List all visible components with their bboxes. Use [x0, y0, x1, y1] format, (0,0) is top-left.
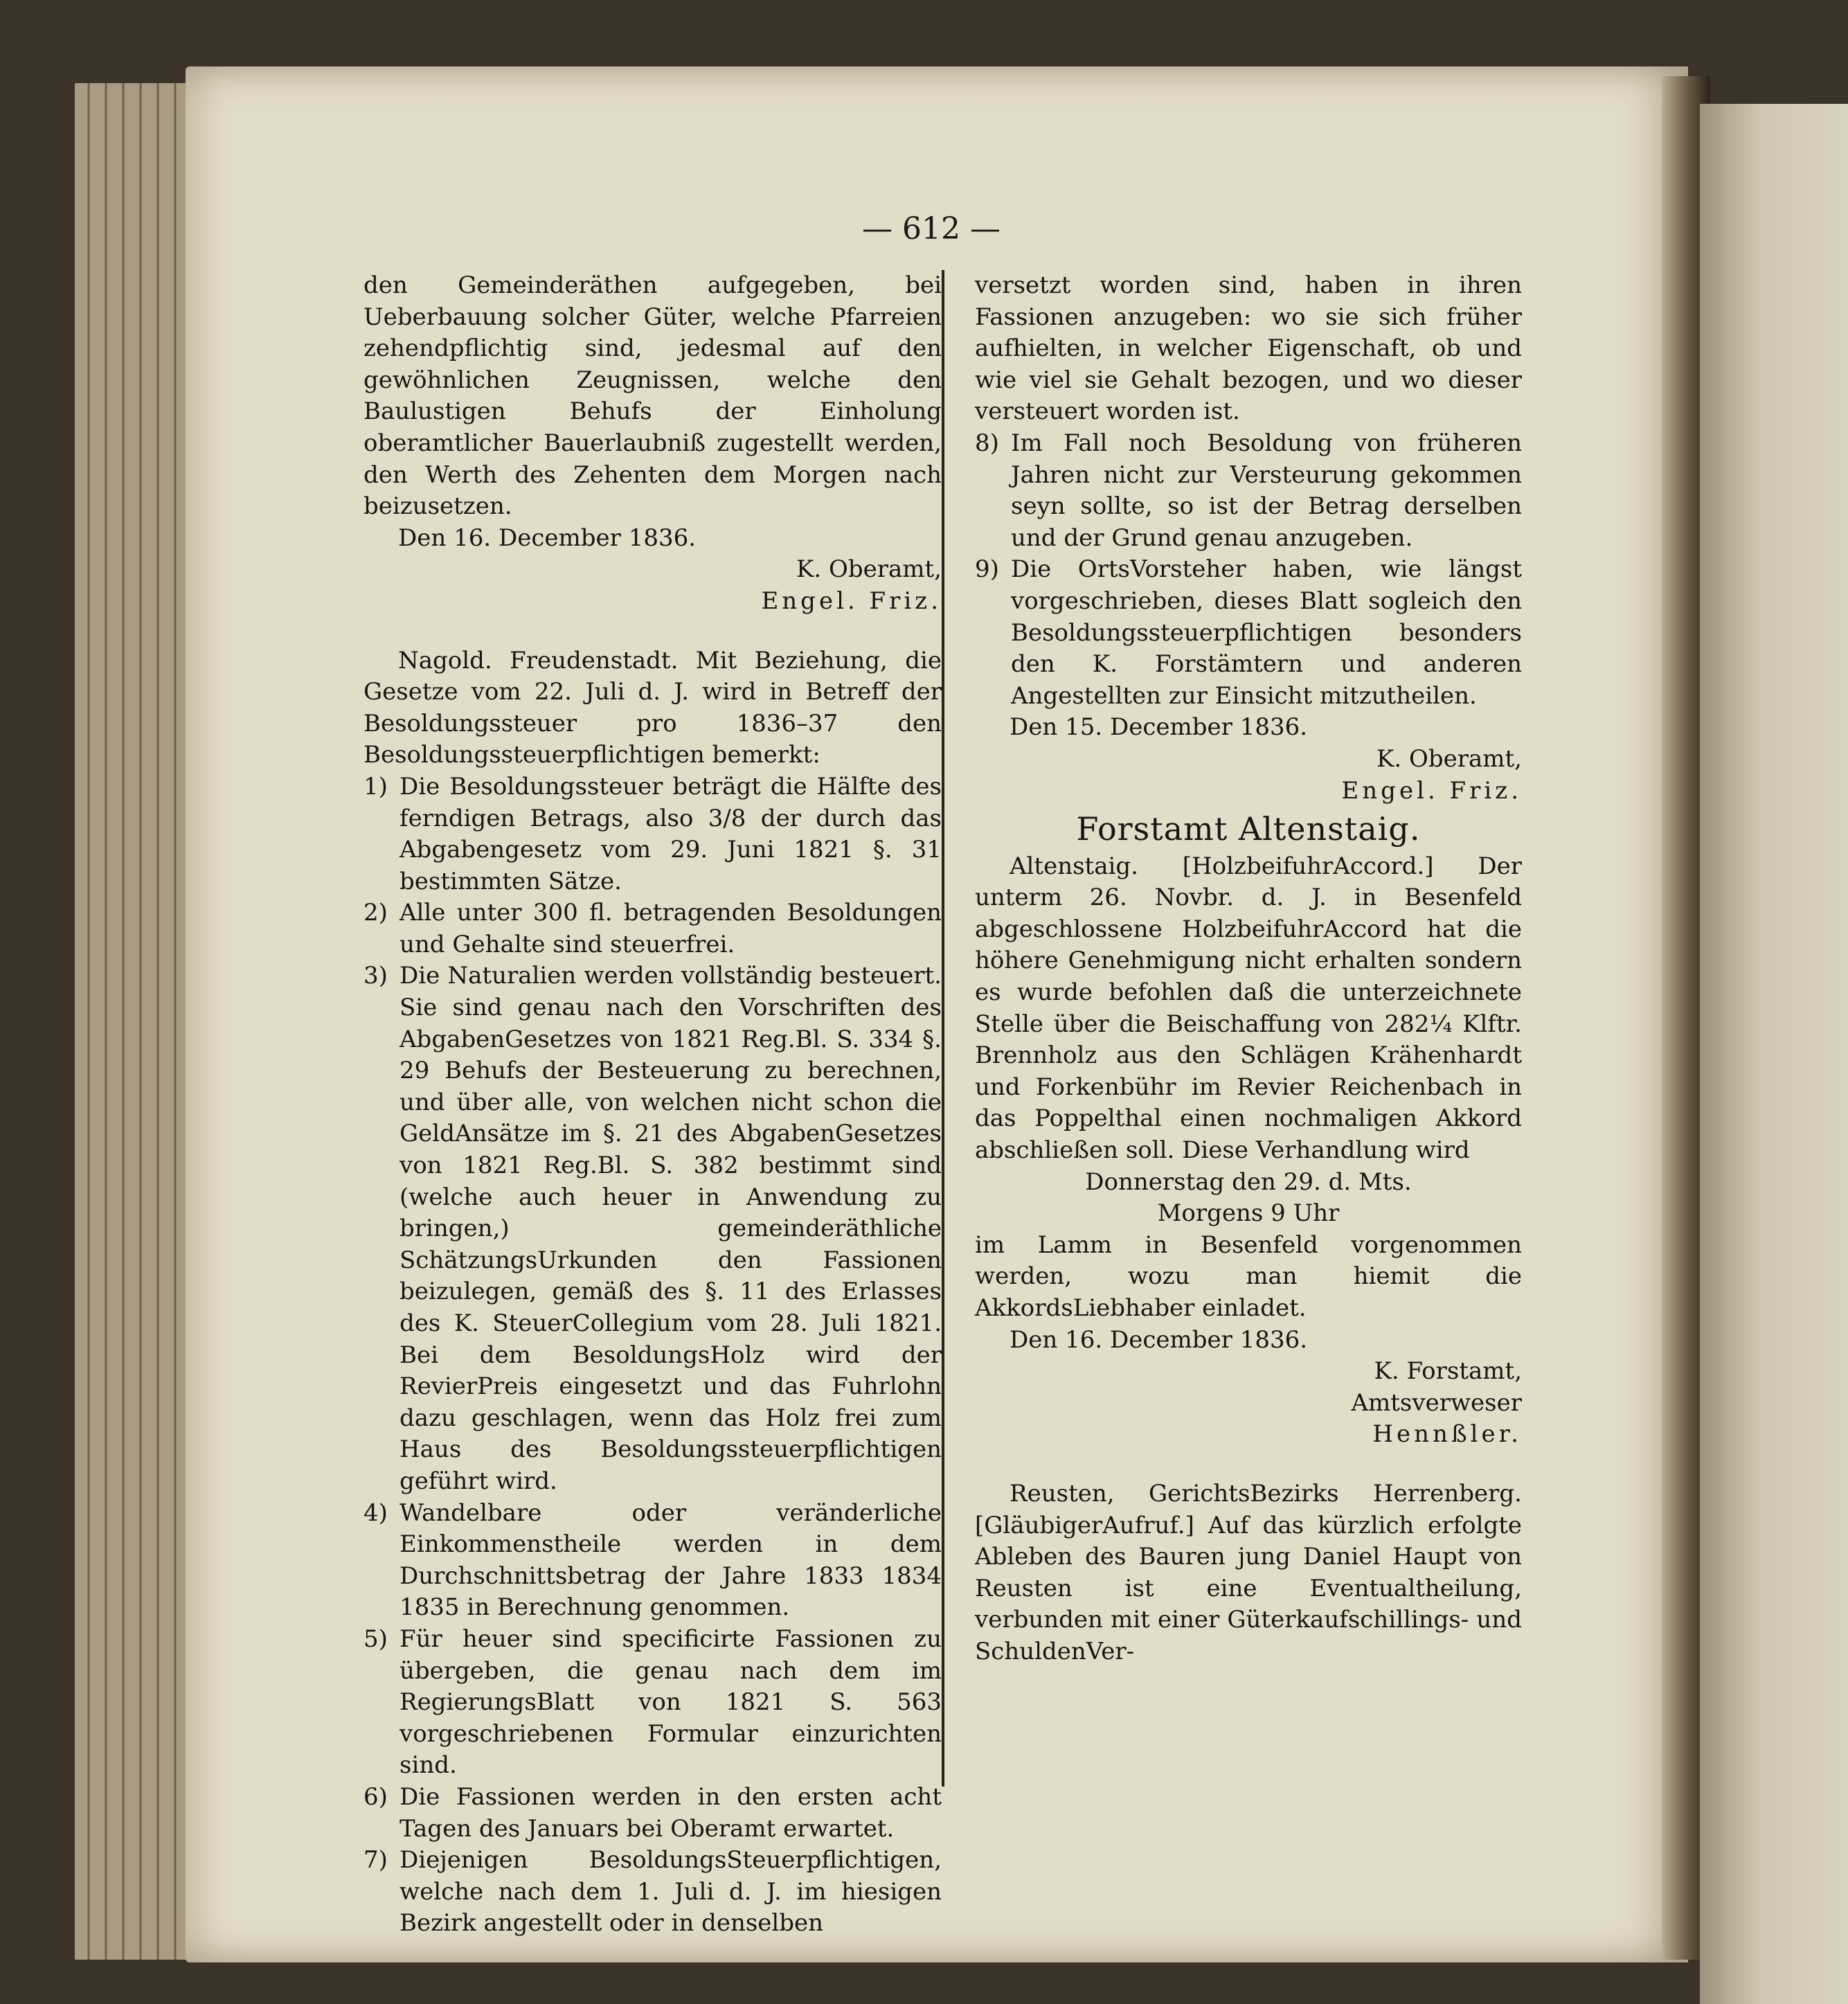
left-column [364, 270, 942, 1940]
left-signature: Engel. Friz. [761, 587, 942, 615]
section-heading: Forstamt Altenstaig. [1076, 810, 1421, 848]
notice-2-time: Morgens 9 Uhr [1157, 1199, 1340, 1228]
list-item: 7) Diejenigen BesoldungsSteuerpflichtigen, welche nach dem 1. Juli d. J. im hiesigen Bezirk angestellt oder in denselben [364, 1846, 942, 1938]
right-column [975, 270, 1522, 1668]
right-office-1: K. Oberamt, [1376, 744, 1522, 773]
list-item: 4) Wandelbare oder veränderliche Einkommenstheile werden in dem Durchschnittsbetrag der Jahre 1833 1834 1835 in Berechnung genommen. [364, 1498, 942, 1622]
list-item: 2) Alle unter 300 fl. betragenden Besoldungen und Gehalte sind steuerfrei. [364, 899, 942, 958]
column-rule [942, 270, 944, 1787]
list-item: 1) Die Besoldungssteuer beträgt die Hälfte des ferndigen Betrags, also 3/8 der durch das Abgabengesetz vom 29. Juni 1821 §. 31 bestimmten Sätze. [364, 772, 942, 895]
list-item: 9) Die OrtsVorsteher haben, wie längst vorgeschrieben, dieses Blatt sogleich den Besoldungssteuerpflichtigen besonders den K. Forstämtern und anderen Angestellten zur Einsicht mitzutheilen. [975, 555, 1522, 710]
right-continuation: versetzt worden sind, haben in ihren Fassionen anzugeben: wo sie sich früher aufhielten, in welcher Eigenschaft, ob und wie viel sie Gehalt bezogen, und wo dieser versteuert worden ist. [975, 271, 1522, 426]
notice-2-end: im Lamm in Besenfeld vorgenommen werden, wozu man hiemit die AkkordsLiebhaber einladet. [975, 1231, 1522, 1322]
list-item: 5) Für heuer sind specificirte Fassionen zu übergeben, die genau nach dem im RegierungsBlatt von 1821 S. 563 vorgeschriebenen Formular einzurichten sind. [364, 1625, 942, 1780]
list-item: 3) Die Naturalien werden vollständig besteuert. Sie sind genau nach den Vorschriften des AbgabenGesetzes von 1821 Reg.Bl. S. 334 §. 29 Behufs der Besteuerung zu berechnen, und über alle, von welchen nicht schon die GeldAnsätze im §. 21 des AbgabenGesetzes von 1821 Reg.Bl. S. 382 bestimmt sind (welche auch heuer in Anwendung zu bringen,) gemeinderäthliche SchätzungsUrkunden den Fassionen beizulegen, gemäß des §. 11 des Erlasses des K. SteuerCollegium vom 28. Juli 1821. Bei dem BesoldungsHolz wird der RevierPreis eingesetzt und das Fuhrlohn dazu geschlagen, wenn das Holz frei zum Haus des Besoldungssteuerpflichtigen geführt wird. [364, 962, 942, 1495]
right-date-1: Den 15. December 1836. [1010, 713, 1308, 742]
left-intro: den Gemeinderäthen aufgegeben, bei Ueberbauung solcher Güter, welche Pfarreien zehendpflichtig sind, jedesmal auf den gewöhnlichen Zeugnissen, welche den Baulustigen Behufs der Einholung oberamtlicher Bauerlaubniß zugestellt werden, den Werth des Zehenten dem Morgen nach beizusetzen. [364, 271, 942, 521]
notice-2: Altenstaig. [HolzbeifuhrAccord.] Der unterm 26. Novbr. d. J. in Besenfeld abgeschlossene HolzbeifuhrAccord hat die höhere Genehmigung nicht erhalten sondern es wurde befohlen daß die unterzeichnete Stelle über die Beischaffung von 282¼ Klftr. Brennholz aus den Schlägen Krähenhardt und Forkenbühr im Revier Reichenbach in das Poppelthal einen nochmaligen Akkord abschließen soll. Diese Verhandlung wird [975, 852, 1522, 1165]
page-edges [75, 83, 192, 1960]
left-date: Den 16. December 1836. [398, 524, 697, 552]
notice-intro: Nagold. Freudenstadt. Mit Beziehung, die Gesetze vom 22. Juli d. J. wird in Betreff der Besoldungssteuer pro 1836–37 den Besoldungssteuerpflichtigen bemerkt: [364, 646, 942, 769]
right-date-2: Den 16. December 1836. [1010, 1325, 1308, 1354]
list-item: 8) Im Fall noch Besoldung von früheren Jahren nicht zur Versteurung gekommen seyn sollte, so ist der Betrag derselben und der Grund genau anzugeben. [975, 429, 1522, 552]
notice-2-day: Donnerstag den 29. d. Mts. [1085, 1167, 1412, 1196]
right-office-2: K. Forstamt, [1374, 1357, 1522, 1386]
right-office-2b: Amtsverweser [1351, 1388, 1522, 1417]
left-office: K. Oberamt, [796, 555, 942, 584]
right-page-edge [1700, 104, 1848, 2004]
right-signature-2: Hennßler. [1372, 1420, 1522, 1449]
page-number: — 612 — [862, 211, 1001, 247]
list-item: 6) Die Fassionen werden in den ersten acht Tagen des Januars bei Oberamt erwartet. [364, 1782, 942, 1843]
right-signature-1: Engel. Friz. [1341, 776, 1522, 805]
notice-3: Reusten, GerichtsBezirks Herrenberg. [GläubigerAufruf.] Auf das kürzlich erfolgte Ableben des Bauren jung Daniel Haupt von Reusten ist eine Eventualtheilung, verbunden mit einer Güterkaufschillings- und SchuldenVer- [975, 1479, 1522, 1665]
